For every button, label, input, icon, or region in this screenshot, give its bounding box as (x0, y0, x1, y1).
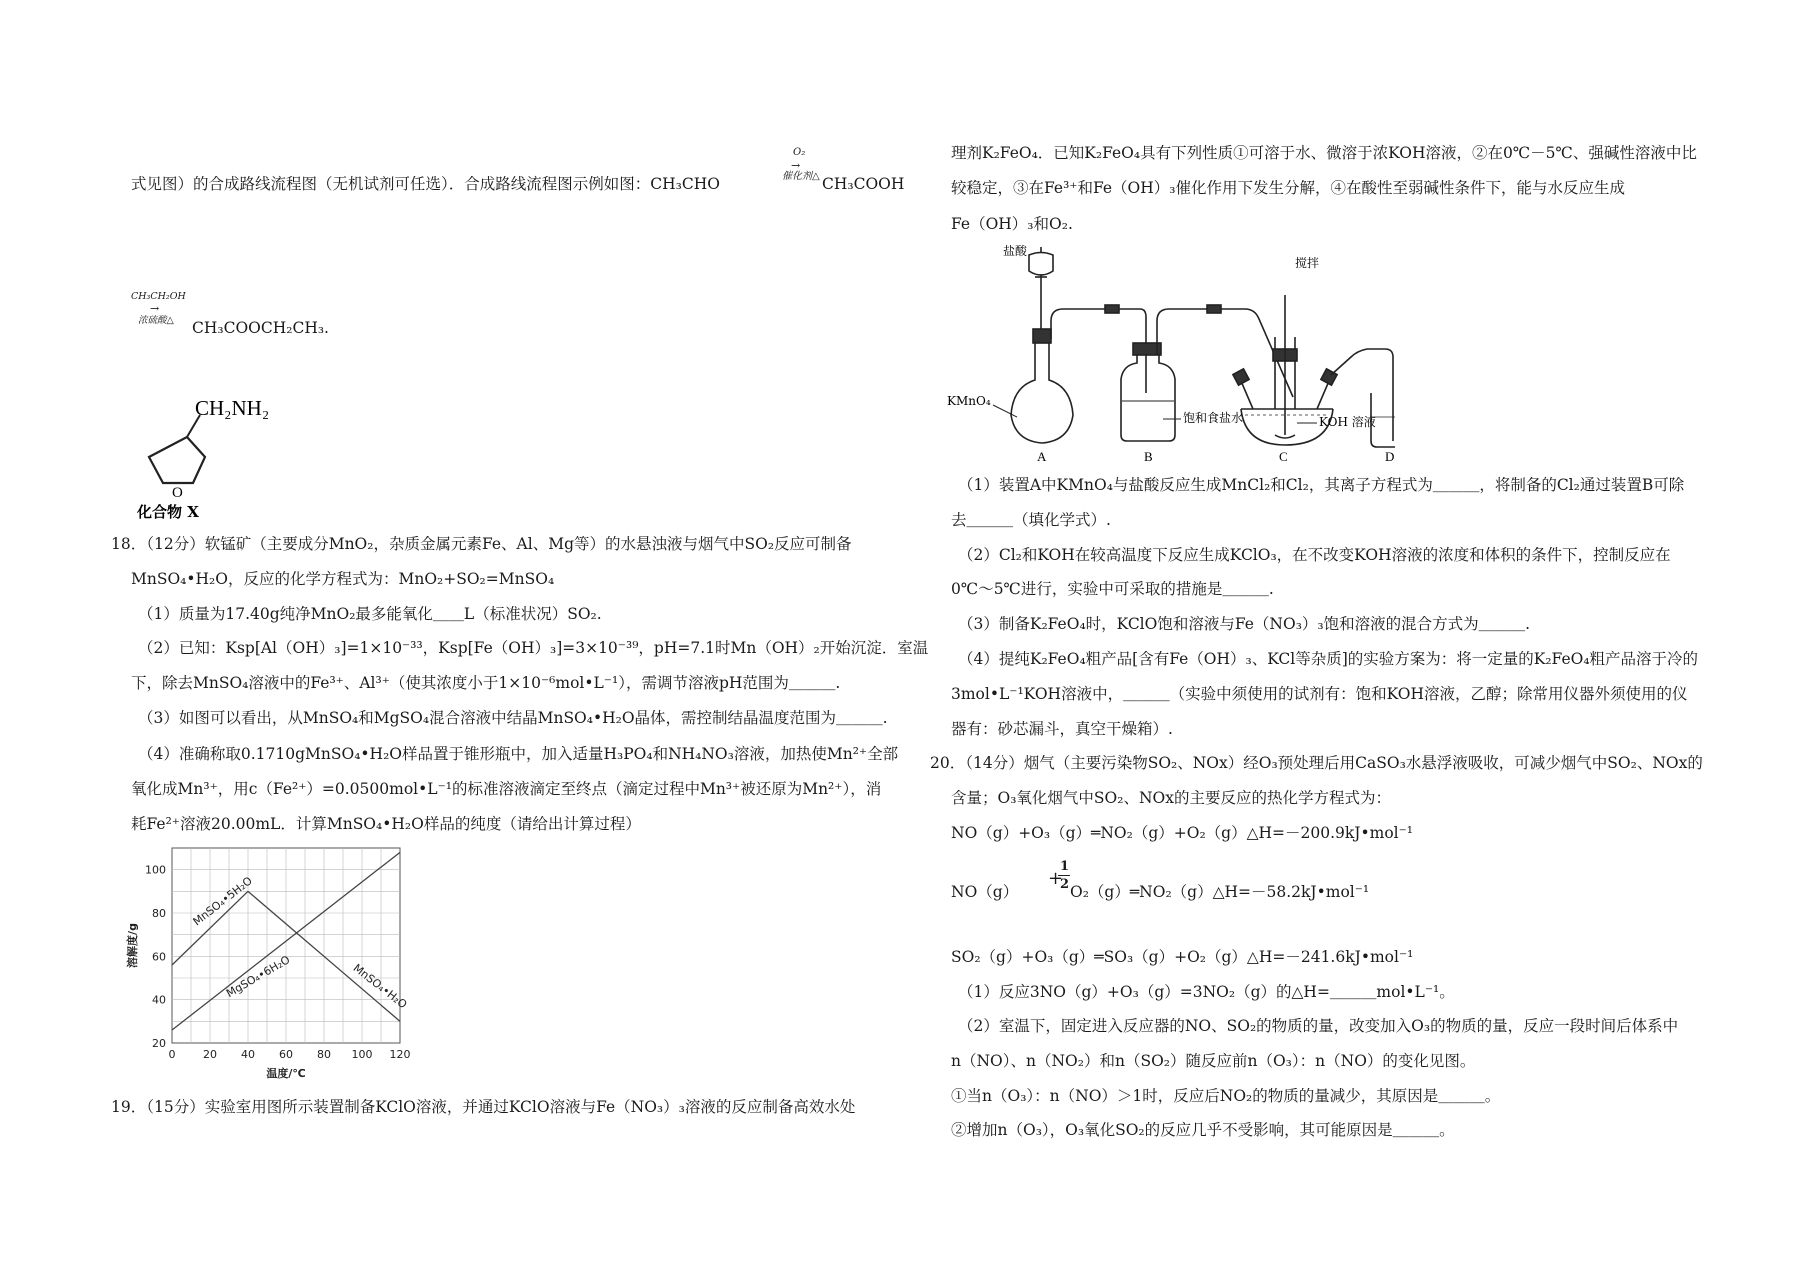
q20-line1: 20．（14分）烟气（主要污染物SO₂、NOx）经O₃预处理后用CaSO₃水悬浮液吸收，可减少烟气中SO₂、NOx的 (930, 754, 1703, 772)
q18-part3: （3）如图可以看出，从MnSO₄和MgSO₄混合溶液中结晶MnSO₄•H₂O晶体，需控制结晶温度范围为＿＿＿. (138, 709, 888, 727)
q20-part2-ii: ②增加n（O₃），O₃氧化SO₂的反应几乎不受影响，其可能原因是＿＿＿。 (951, 1121, 1455, 1139)
equation-3: SO₂（g）+O₃（g）═SO₃（g）+O₂（g）△H=－241.6kJ•mol⁻¹ (951, 948, 1414, 966)
x-tick-label: 60 (279, 1048, 293, 1061)
y-tick-label: 40 (152, 993, 166, 1007)
q18-part4-line3: 耗Fe²⁺溶液20.00mL．计算MnSO₄•H₂O样品的纯度（请给出计算过程） (131, 815, 641, 833)
q19-part1-line1: （1）装置A中KMnO₄与盐酸反应生成MnCl₂和Cl₂，其离子方程式为＿＿＿，将制备的Cl₂通过装置B可除 (958, 476, 1685, 494)
half-numerator: 1 (1060, 859, 1070, 874)
q18-part1: （1）质量为17.40g纯净MnO₂最多能氧化＿＿L（标准状况）SO₂. (138, 605, 602, 623)
x-axis-label: 温度/℃ (266, 1067, 306, 1080)
half-denominator: 2 (1060, 877, 1070, 892)
x-tick-label: 80 (317, 1048, 331, 1061)
x-tick-label: 20 (203, 1048, 217, 1061)
label-kmno4: KMnO₄ (947, 394, 991, 408)
y-axis-label: 溶解度/g (126, 923, 139, 968)
y-tick-label: 100 (145, 863, 166, 877)
q18-part2-line2: 下，除去MnSO₄溶液中的Fe³⁺、Al³⁺（使其浓度小于1×10⁻⁶mol•L⁻¹），需调节溶液pH范围为＿＿＿. (131, 674, 841, 692)
synthesis-product-1: CH₃COOH (822, 175, 905, 193)
x-tick-label: 0 (168, 1048, 176, 1061)
apparatus-diagram (945, 245, 1395, 465)
equation-2-right: O₂（g）═NO₂（g）△H=－58.2kJ•mol⁻¹ (1070, 883, 1370, 901)
q18-part2-line1: （2）已知：Ksp[Al（OH）₃]=1×10⁻³³，Ksp[Fe（OH）₃]=3×10⁻³⁹，pH=7.1时Mn（OH）₂开始沉淀．室温 (138, 639, 929, 657)
acid-catalyst-label: 浓硫酸△ (138, 315, 174, 326)
label-koh: KOH 溶液 (1319, 415, 1376, 429)
x-tick-label: 40 (241, 1048, 255, 1061)
y-tick-label: 20 (152, 1037, 166, 1050)
fraction-bar (1058, 875, 1070, 876)
compound-x-structure (125, 395, 305, 520)
q19-line1: 19．（15分）实验室用图所示装置制备KClO溶液，并通过KClO溶液与Fe（NO₃）₃溶液的反应制备高效水处 (111, 1098, 856, 1116)
y-tick-label: 60 (152, 950, 166, 964)
q19-line4: Fe（OH）₃和O₂. (951, 215, 1073, 233)
q19-part4-line1: （4）提纯K₂FeO₄粗产品[含有Fe（OH）₃、KCl等杂质]的实验方案为：将一定量的K₂FeO₄粗产品溶于冷的 (958, 650, 1699, 668)
q19-part2-line1: （2）Cl₂和KOH在较高温度下反应生成KClO₃，在不改变KOH溶液的浓度和体积的条件下，控制反应在 (958, 546, 1671, 564)
equation-2-left: NO（g） (951, 883, 1019, 901)
compound-group-label: CH₂NH₂ (195, 396, 270, 420)
q19-part1-line2: 去＿＿＿（填化学式）. (951, 511, 1111, 529)
ethanol-reagent-label: CH₃CH₂OH (131, 291, 186, 302)
q18-line1: 18．（12分）软锰矿（主要成分MnO₂，杂质金属元素Fe、Al、Mg等）的水悬浊液与烟气中SO₂反应可制备 (111, 535, 852, 553)
equation-1: NO（g）+O₃（g）═NO₂（g）+O₂（g）△H=－200.9kJ•mol⁻¹ (951, 824, 1414, 842)
label-c: C (1279, 449, 1288, 464)
o2-reagent-label: O₂ (793, 147, 806, 158)
q20-line2: 含量；O₃氧化烟气中SO₂、NOx的主要反应的热化学方程式为： (951, 789, 1391, 807)
x-tick-label: 120 (389, 1048, 411, 1061)
arrow-icon: → (150, 302, 160, 315)
catalyst-label: 催化剂△ (782, 171, 820, 182)
q18-line2: MnSO₄•H₂O，反应的化学方程式为：MnO₂+SO₂=MnSO₄ (131, 570, 555, 588)
label-stir: 搅拌 (1295, 256, 1320, 270)
series-label: MgSO₄•6H₂O (224, 953, 293, 1001)
q20-part2-line2: n（NO）、n（NO₂）和n（SO₂）随反应前n（O₃）：n（NO）的变化见图。 (951, 1052, 1476, 1070)
y-tick-label: 80 (152, 907, 166, 920)
compound-oxygen-label: O (172, 485, 183, 501)
synthesis-product-2: CH₃COOCH₂CH₃. (192, 319, 329, 337)
q19-line2: 理剂K₂FeO₄．已知K₂FeO₄具有下列性质①可溶于水、微溶于浓KOH溶液，②在0℃－5℃、强碱性溶液中比 (951, 144, 1697, 162)
label-hcl: 盐酸 (1003, 245, 1028, 258)
compound-caption: 化合物 X (137, 503, 199, 520)
q19-part3: （3）制备K₂FeO₄时，KClO饱和溶液与Fe（NO₃）₃饱和溶液的混合方式为＿＿＿. (958, 615, 1531, 633)
equation-2 (951, 885, 1018, 901)
q18-part4-line1: （4）准确称取0.1710gMnSO₄•H₂O样品置于锥形瓶中，加入适量H₃PO₄和NH₄NO₃溶液，加热使Mn²⁺全部 (138, 745, 899, 763)
series-label: MnSO₄•H₂O (350, 961, 410, 1012)
x-tick-label: 100 (351, 1048, 373, 1061)
q19-line3: 较稳定，③在Fe³⁺和Fe（OH）₃催化作用下发生分解，④在酸性至弱碱性条件下，能与水反应生成 (951, 179, 1625, 197)
label-a: A (1037, 449, 1047, 464)
series-label: MnSO₄•5H₂O (190, 874, 255, 929)
q19-part2-line2: 0℃～5℃进行，实验中可采取的措施是＿＿＿. (951, 580, 1274, 598)
q20-part1: （1）反应3NO（g）+O₃（g）=3NO₂（g）的△H=＿＿＿mol•L⁻¹。 (958, 983, 1455, 1001)
q20-part2-i: ①当n（O₃）：n（NO）＞1时，反应后NO₂的物质的量减少，其原因是＿＿＿。 (951, 1087, 1501, 1105)
synthesis-example-line (131, 177, 720, 193)
synthesis-example-text: 式见图）的合成路线流程图（无机试剂可任选）．合成路线流程图示例如图：CH₃CHO (131, 175, 720, 193)
q19-part4-line2: 3mol•L⁻¹KOH溶液中，＿＿＿（实验中须使用的试剂有：饱和KOH溶液，乙醇；除常用仪器外须使用的仪 (951, 685, 1688, 703)
plus-sign: + (1048, 868, 1064, 889)
label-d: D (1385, 449, 1395, 464)
label-b: B (1144, 449, 1153, 464)
solubility-chart (120, 840, 420, 1085)
label-brine: 饱和食盐水 (1183, 411, 1244, 425)
q18-part4-line2: 氧化成Mn³⁺，用c（Fe²⁺）=0.0500mol•L⁻¹的标准溶液滴定至终点（滴定过程中Mn³⁺被还原为Mn²⁺），消 (131, 780, 882, 798)
q19-part4-line3: 器有：砂芯漏斗，真空干燥箱）. (951, 720, 1173, 738)
q20-part2-line1: （2）室温下，固定进入反应器的NO、SO₂的物质的量，改变加入O₃的物质的量，反应一段时间后体系中 (958, 1017, 1679, 1035)
arrow-icon: → (791, 159, 801, 172)
